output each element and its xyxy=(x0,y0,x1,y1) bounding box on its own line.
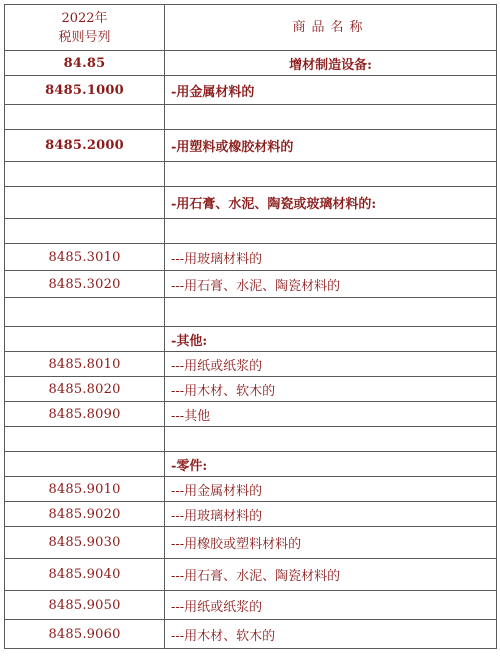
row-code: 8485.3020 xyxy=(5,271,165,298)
table-row xyxy=(5,76,497,105)
row-code: 8485.8020 xyxy=(5,377,165,402)
table-row xyxy=(5,477,497,502)
row-code: 8485.8090 xyxy=(5,402,165,427)
row-code: 8485.8010 xyxy=(5,352,165,377)
table-row xyxy=(5,620,497,649)
row-description xyxy=(165,105,497,130)
row-description: ---用玻璃材料的 xyxy=(165,502,497,527)
row-code: 8485.2000 xyxy=(5,130,165,162)
table-row xyxy=(5,105,497,130)
row-description: -用塑料或橡胶材料的 xyxy=(165,130,497,162)
row-description xyxy=(165,219,497,244)
table-row xyxy=(5,591,497,620)
row-description: 增材制造设备: xyxy=(165,51,497,76)
table-row xyxy=(5,502,497,527)
row-code: 8485.3010 xyxy=(5,244,165,271)
table-row xyxy=(5,271,497,298)
row-description: ---用纸或纸浆的 xyxy=(165,352,497,377)
row-code xyxy=(5,452,165,477)
row-description: ---用石膏、水泥、陶瓷材料的 xyxy=(165,559,497,591)
table-row xyxy=(5,162,497,187)
row-code xyxy=(5,187,165,219)
table-row xyxy=(5,219,497,244)
row-code xyxy=(5,327,165,352)
table-row xyxy=(5,51,497,76)
row-description: -零件: xyxy=(165,452,497,477)
table-row xyxy=(5,427,497,452)
header-year: 2022年 xyxy=(61,10,108,26)
row-description: -其他: xyxy=(165,327,497,352)
table-row xyxy=(5,559,497,591)
row-description: ---其他 xyxy=(165,402,497,427)
row-description: ---用木材、软木的 xyxy=(165,620,497,649)
row-code: 84.85 xyxy=(5,51,165,76)
table-row xyxy=(5,130,497,162)
row-description: ---用纸或纸浆的 xyxy=(165,591,497,620)
row-description xyxy=(165,298,497,327)
row-code xyxy=(5,162,165,187)
table-row xyxy=(5,327,497,352)
table-header-row xyxy=(5,5,497,51)
row-description: ---用木材、软木的 xyxy=(165,377,497,402)
row-code: 8485.9060 xyxy=(5,620,165,649)
row-code xyxy=(5,219,165,244)
header-code-label: 税则号列 xyxy=(58,29,111,45)
row-code: 8485.9020 xyxy=(5,502,165,527)
row-code: 8485.9040 xyxy=(5,559,165,591)
tariff-table xyxy=(4,4,497,649)
table-row xyxy=(5,352,497,377)
tariff-document xyxy=(4,4,496,658)
row-description: ---用金属材料的 xyxy=(165,477,497,502)
table-row xyxy=(5,377,497,402)
row-description xyxy=(165,427,497,452)
row-code: 8485.1000 xyxy=(5,76,165,105)
table-row xyxy=(5,244,497,271)
row-description: -用金属材料的 xyxy=(165,76,497,105)
table-row xyxy=(5,402,497,427)
row-code xyxy=(5,298,165,327)
row-code xyxy=(5,105,165,130)
row-description: ---用橡胶或塑料材料的 xyxy=(165,527,497,559)
table-row xyxy=(5,527,497,559)
row-code: 8485.9030 xyxy=(5,527,165,559)
row-description: -用石膏、水泥、陶瓷或玻璃材料的: xyxy=(165,187,497,219)
row-description: ---用石膏、水泥、陶瓷材料的 xyxy=(165,271,497,298)
table-row xyxy=(5,452,497,477)
header-code-cell xyxy=(5,5,165,51)
row-description xyxy=(165,162,497,187)
table-row xyxy=(5,298,497,327)
row-code xyxy=(5,427,165,452)
table-row xyxy=(5,187,497,219)
row-code: 8485.9050 xyxy=(5,591,165,620)
row-code: 8485.9010 xyxy=(5,477,165,502)
header-description: 商品名称 xyxy=(165,5,497,51)
row-description: ---用玻璃材料的 xyxy=(165,244,497,271)
